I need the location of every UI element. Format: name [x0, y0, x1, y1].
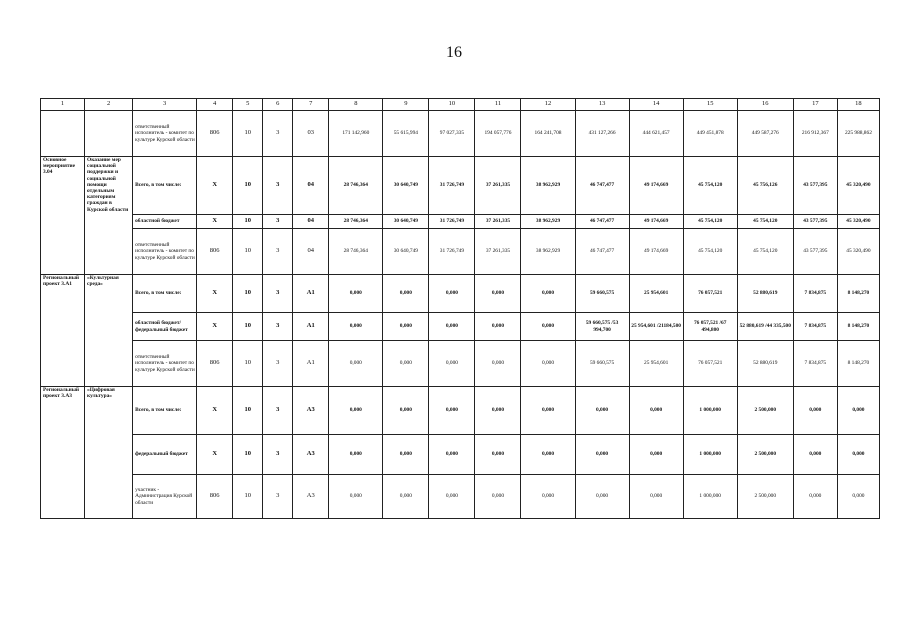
value-cell: 0,000	[837, 475, 879, 519]
column-number: 13	[575, 99, 629, 111]
column-number: 4	[197, 99, 233, 111]
value-cell: 37 261,335	[475, 215, 521, 229]
value-cell: 45 754,120	[737, 215, 793, 229]
activity-description: Оказание мер социальной поддержки и социальной помощи отдельным категориям граждан в Курской области	[85, 157, 133, 275]
value-cell: 30 640,749	[383, 229, 429, 275]
budget-table	[40, 98, 880, 519]
value-cell: 0,000	[329, 387, 383, 435]
value-cell: 7 834,875	[793, 275, 837, 313]
value-cell: 8 148,270	[837, 275, 879, 313]
code-cell: 3	[263, 475, 293, 519]
column-number: 2	[85, 99, 133, 111]
activity-name: Региональный проект 3.А3	[41, 387, 85, 519]
value-cell: 31 726,749	[429, 229, 475, 275]
value-cell: 0,000	[383, 275, 429, 313]
value-cell: 0,000	[793, 435, 837, 475]
value-cell: 45 320,490	[837, 229, 879, 275]
value-cell: 0,000	[575, 387, 629, 435]
funding-source: ответственный исполнитель - комитет по культуре Курской области	[133, 111, 197, 157]
value-cell: 0,000	[329, 435, 383, 475]
value-cell: 0,000	[475, 387, 521, 435]
code-cell: 3	[263, 341, 293, 387]
code-cell: 3	[263, 387, 293, 435]
value-cell: 0,000	[383, 475, 429, 519]
value-cell: 8 148,270	[837, 341, 879, 387]
value-cell: 43 577,395	[793, 229, 837, 275]
value-cell: 0,000	[521, 475, 575, 519]
funding-source: Всего, в том числе:	[133, 387, 197, 435]
value-cell: 46 747,477	[575, 157, 629, 215]
value-cell: 0,000	[521, 435, 575, 475]
column-number: 6	[263, 99, 293, 111]
value-cell: 0,000	[429, 341, 475, 387]
value-cell: 0,000	[575, 475, 629, 519]
value-cell: 52 880,619	[737, 275, 793, 313]
column-number: 14	[629, 99, 683, 111]
column-number: 16	[737, 99, 793, 111]
value-cell: 0,000	[329, 341, 383, 387]
value-cell: 0,000	[837, 387, 879, 435]
value-cell: 45 320,490	[837, 215, 879, 229]
code-cell: Х	[197, 215, 233, 229]
activity-name: Региональный проект 3.А1	[41, 275, 85, 387]
activity-name	[41, 111, 85, 157]
code-cell: 3	[263, 435, 293, 475]
funding-source: ответственный исполнитель - комитет по культуре Курской области	[133, 341, 197, 387]
value-cell: 0,000	[429, 435, 475, 475]
value-cell: 2 500,000	[737, 475, 793, 519]
value-cell: 30 640,749	[383, 157, 429, 215]
value-cell: 59 660,575 /53 994,700	[575, 313, 629, 341]
value-cell: 0,000	[475, 435, 521, 475]
code-cell: А1	[293, 341, 329, 387]
activity-name: Основное мероприятие 3.04	[41, 157, 85, 275]
value-cell: 49 174,669	[629, 215, 683, 229]
value-cell: 2 500,000	[737, 435, 793, 475]
funding-source: областной бюджет/ федеральный бюджет	[133, 313, 197, 341]
value-cell: 45 320,490	[837, 157, 879, 215]
value-cell: 0,000	[429, 475, 475, 519]
value-cell: 28 746,364	[329, 157, 383, 215]
code-cell: 10	[233, 341, 263, 387]
value-cell: 25 954,601 /21184,500	[629, 313, 683, 341]
code-cell: Х	[197, 435, 233, 475]
value-cell: 0,000	[521, 275, 575, 313]
value-cell: 449 587,276	[737, 111, 793, 157]
value-cell: 0,000	[793, 475, 837, 519]
code-cell: 3	[263, 275, 293, 313]
value-cell: 45 754,120	[683, 157, 737, 215]
value-cell: 31 726,749	[429, 215, 475, 229]
value-cell: 46 747,477	[575, 229, 629, 275]
value-cell: 449 451,878	[683, 111, 737, 157]
value-cell: 0,000	[475, 341, 521, 387]
code-cell: А1	[293, 275, 329, 313]
table-row	[41, 275, 880, 313]
code-cell: 10	[233, 111, 263, 157]
code-cell: 10	[233, 387, 263, 435]
value-cell: 30 640,749	[383, 215, 429, 229]
value-cell: 49 174,669	[629, 229, 683, 275]
table-row	[41, 111, 880, 157]
value-cell: 0,000	[521, 313, 575, 341]
value-cell: 76 057,521	[683, 275, 737, 313]
value-cell: 0,000	[329, 475, 383, 519]
value-cell: 45 754,120	[683, 215, 737, 229]
code-cell: Х	[197, 157, 233, 215]
table-row	[41, 435, 880, 475]
value-cell: 216 912,367	[793, 111, 837, 157]
code-cell: Х	[197, 387, 233, 435]
code-cell: 10	[233, 275, 263, 313]
value-cell: 1 000,000	[683, 387, 737, 435]
value-cell: 76 057,521	[683, 341, 737, 387]
value-cell: 0,000	[383, 313, 429, 341]
value-cell: 55 615,994	[383, 111, 429, 157]
value-cell: 59 660,575	[575, 341, 629, 387]
value-cell: 25 954,601	[629, 275, 683, 313]
value-cell: 0,000	[629, 435, 683, 475]
code-cell: 10	[233, 157, 263, 215]
value-cell: 0,000	[837, 435, 879, 475]
code-cell: Х	[197, 275, 233, 313]
code-cell: А3	[293, 387, 329, 435]
funding-source: участник - Администрация Курской области	[133, 475, 197, 519]
value-cell: 0,000	[429, 387, 475, 435]
column-number: 11	[475, 99, 521, 111]
table-row	[41, 475, 880, 519]
value-cell: 444 621,457	[629, 111, 683, 157]
column-number: 1	[41, 99, 85, 111]
column-number: 8	[329, 99, 383, 111]
value-cell: 43 577,395	[793, 215, 837, 229]
page-number: 16	[446, 44, 462, 61]
table-row	[41, 341, 880, 387]
code-cell: 10	[233, 475, 263, 519]
code-cell: А3	[293, 435, 329, 475]
value-cell: 0,000	[575, 435, 629, 475]
value-cell: 1 000,000	[683, 475, 737, 519]
code-cell: 03	[293, 111, 329, 157]
activity-description: «Культурная среда»	[85, 275, 133, 387]
value-cell: 43 577,395	[793, 157, 837, 215]
value-cell: 45 754,120	[737, 229, 793, 275]
column-number: 12	[521, 99, 575, 111]
funding-source: ответственный исполнитель - комитет по культуре Курской области	[133, 229, 197, 275]
funding-source: Всего, в том числе:	[133, 157, 197, 215]
value-cell: 164 241,708	[521, 111, 575, 157]
value-cell: 0,000	[475, 313, 521, 341]
code-cell: 3	[263, 157, 293, 215]
value-cell: 52 880,619 /44 335,500	[737, 313, 793, 341]
value-cell: 49 174,669	[629, 157, 683, 215]
code-cell: 3	[263, 229, 293, 275]
value-cell: 0,000	[793, 387, 837, 435]
value-cell: 37 261,335	[475, 229, 521, 275]
column-number: 3	[133, 99, 197, 111]
value-cell: 1 000,000	[683, 435, 737, 475]
code-cell: 806	[197, 475, 233, 519]
value-cell: 0,000	[521, 387, 575, 435]
code-cell: 3	[263, 111, 293, 157]
value-cell: 59 660,575	[575, 275, 629, 313]
value-cell: 0,000	[329, 313, 383, 341]
code-cell: 10	[233, 313, 263, 341]
value-cell: 0,000	[475, 275, 521, 313]
funding-source: областной бюджет	[133, 215, 197, 229]
table-row	[41, 313, 880, 341]
value-cell: 28 746,364	[329, 229, 383, 275]
value-cell: 45 754,120	[683, 229, 737, 275]
value-cell: 7 834,875	[793, 313, 837, 341]
value-cell: 76 057,521 /67 494,800	[683, 313, 737, 341]
value-cell: 0,000	[429, 313, 475, 341]
value-cell: 0,000	[429, 275, 475, 313]
code-cell: 806	[197, 229, 233, 275]
value-cell: 38 962,929	[521, 229, 575, 275]
column-number: 10	[429, 99, 475, 111]
table-row	[41, 387, 880, 435]
code-cell: 04	[293, 229, 329, 275]
value-cell: 7 834,875	[793, 341, 837, 387]
column-number: 9	[383, 99, 429, 111]
value-cell: 45 756,126	[737, 157, 793, 215]
value-cell: 171 142,960	[329, 111, 383, 157]
value-cell: 194 057,776	[475, 111, 521, 157]
value-cell: 0,000	[629, 387, 683, 435]
value-cell: 31 726,749	[429, 157, 475, 215]
code-cell: 806	[197, 111, 233, 157]
value-cell: 25 954,601	[629, 341, 683, 387]
value-cell: 52 880,619	[737, 341, 793, 387]
column-number: 7	[293, 99, 329, 111]
code-cell: Х	[197, 313, 233, 341]
code-cell: А1	[293, 313, 329, 341]
value-cell: 38 962,929	[521, 215, 575, 229]
value-cell: 8 148,270	[837, 313, 879, 341]
code-cell: 806	[197, 341, 233, 387]
table-row	[41, 215, 880, 229]
code-cell: 10	[233, 435, 263, 475]
code-cell: 3	[263, 215, 293, 229]
value-cell: 0,000	[383, 341, 429, 387]
column-number: 17	[793, 99, 837, 111]
funding-source: федеральный бюджет	[133, 435, 197, 475]
value-cell: 38 962,929	[521, 157, 575, 215]
value-cell: 46 747,477	[575, 215, 629, 229]
value-cell: 0,000	[475, 475, 521, 519]
value-cell: 28 746,364	[329, 215, 383, 229]
value-cell: 0,000	[629, 475, 683, 519]
funding-source: Всего, в том числе:	[133, 275, 197, 313]
value-cell: 0,000	[329, 275, 383, 313]
activity-description	[85, 111, 133, 157]
value-cell: 97 027,335	[429, 111, 475, 157]
header-row	[41, 99, 880, 111]
value-cell: 0,000	[383, 387, 429, 435]
table-row	[41, 229, 880, 275]
value-cell: 2 500,000	[737, 387, 793, 435]
table-row	[41, 157, 880, 215]
column-number: 5	[233, 99, 263, 111]
value-cell: 225 988,862	[837, 111, 879, 157]
value-cell: 431 127,266	[575, 111, 629, 157]
code-cell: 10	[233, 215, 263, 229]
column-number: 18	[837, 99, 879, 111]
activity-description: «Цифровая культура»	[85, 387, 133, 519]
value-cell: 0,000	[383, 435, 429, 475]
code-cell: 3	[263, 313, 293, 341]
code-cell: 10	[233, 229, 263, 275]
code-cell: 04	[293, 215, 329, 229]
value-cell: 37 261,335	[475, 157, 521, 215]
value-cell: 0,000	[521, 341, 575, 387]
code-cell: А3	[293, 475, 329, 519]
column-number: 15	[683, 99, 737, 111]
code-cell: 04	[293, 157, 329, 215]
